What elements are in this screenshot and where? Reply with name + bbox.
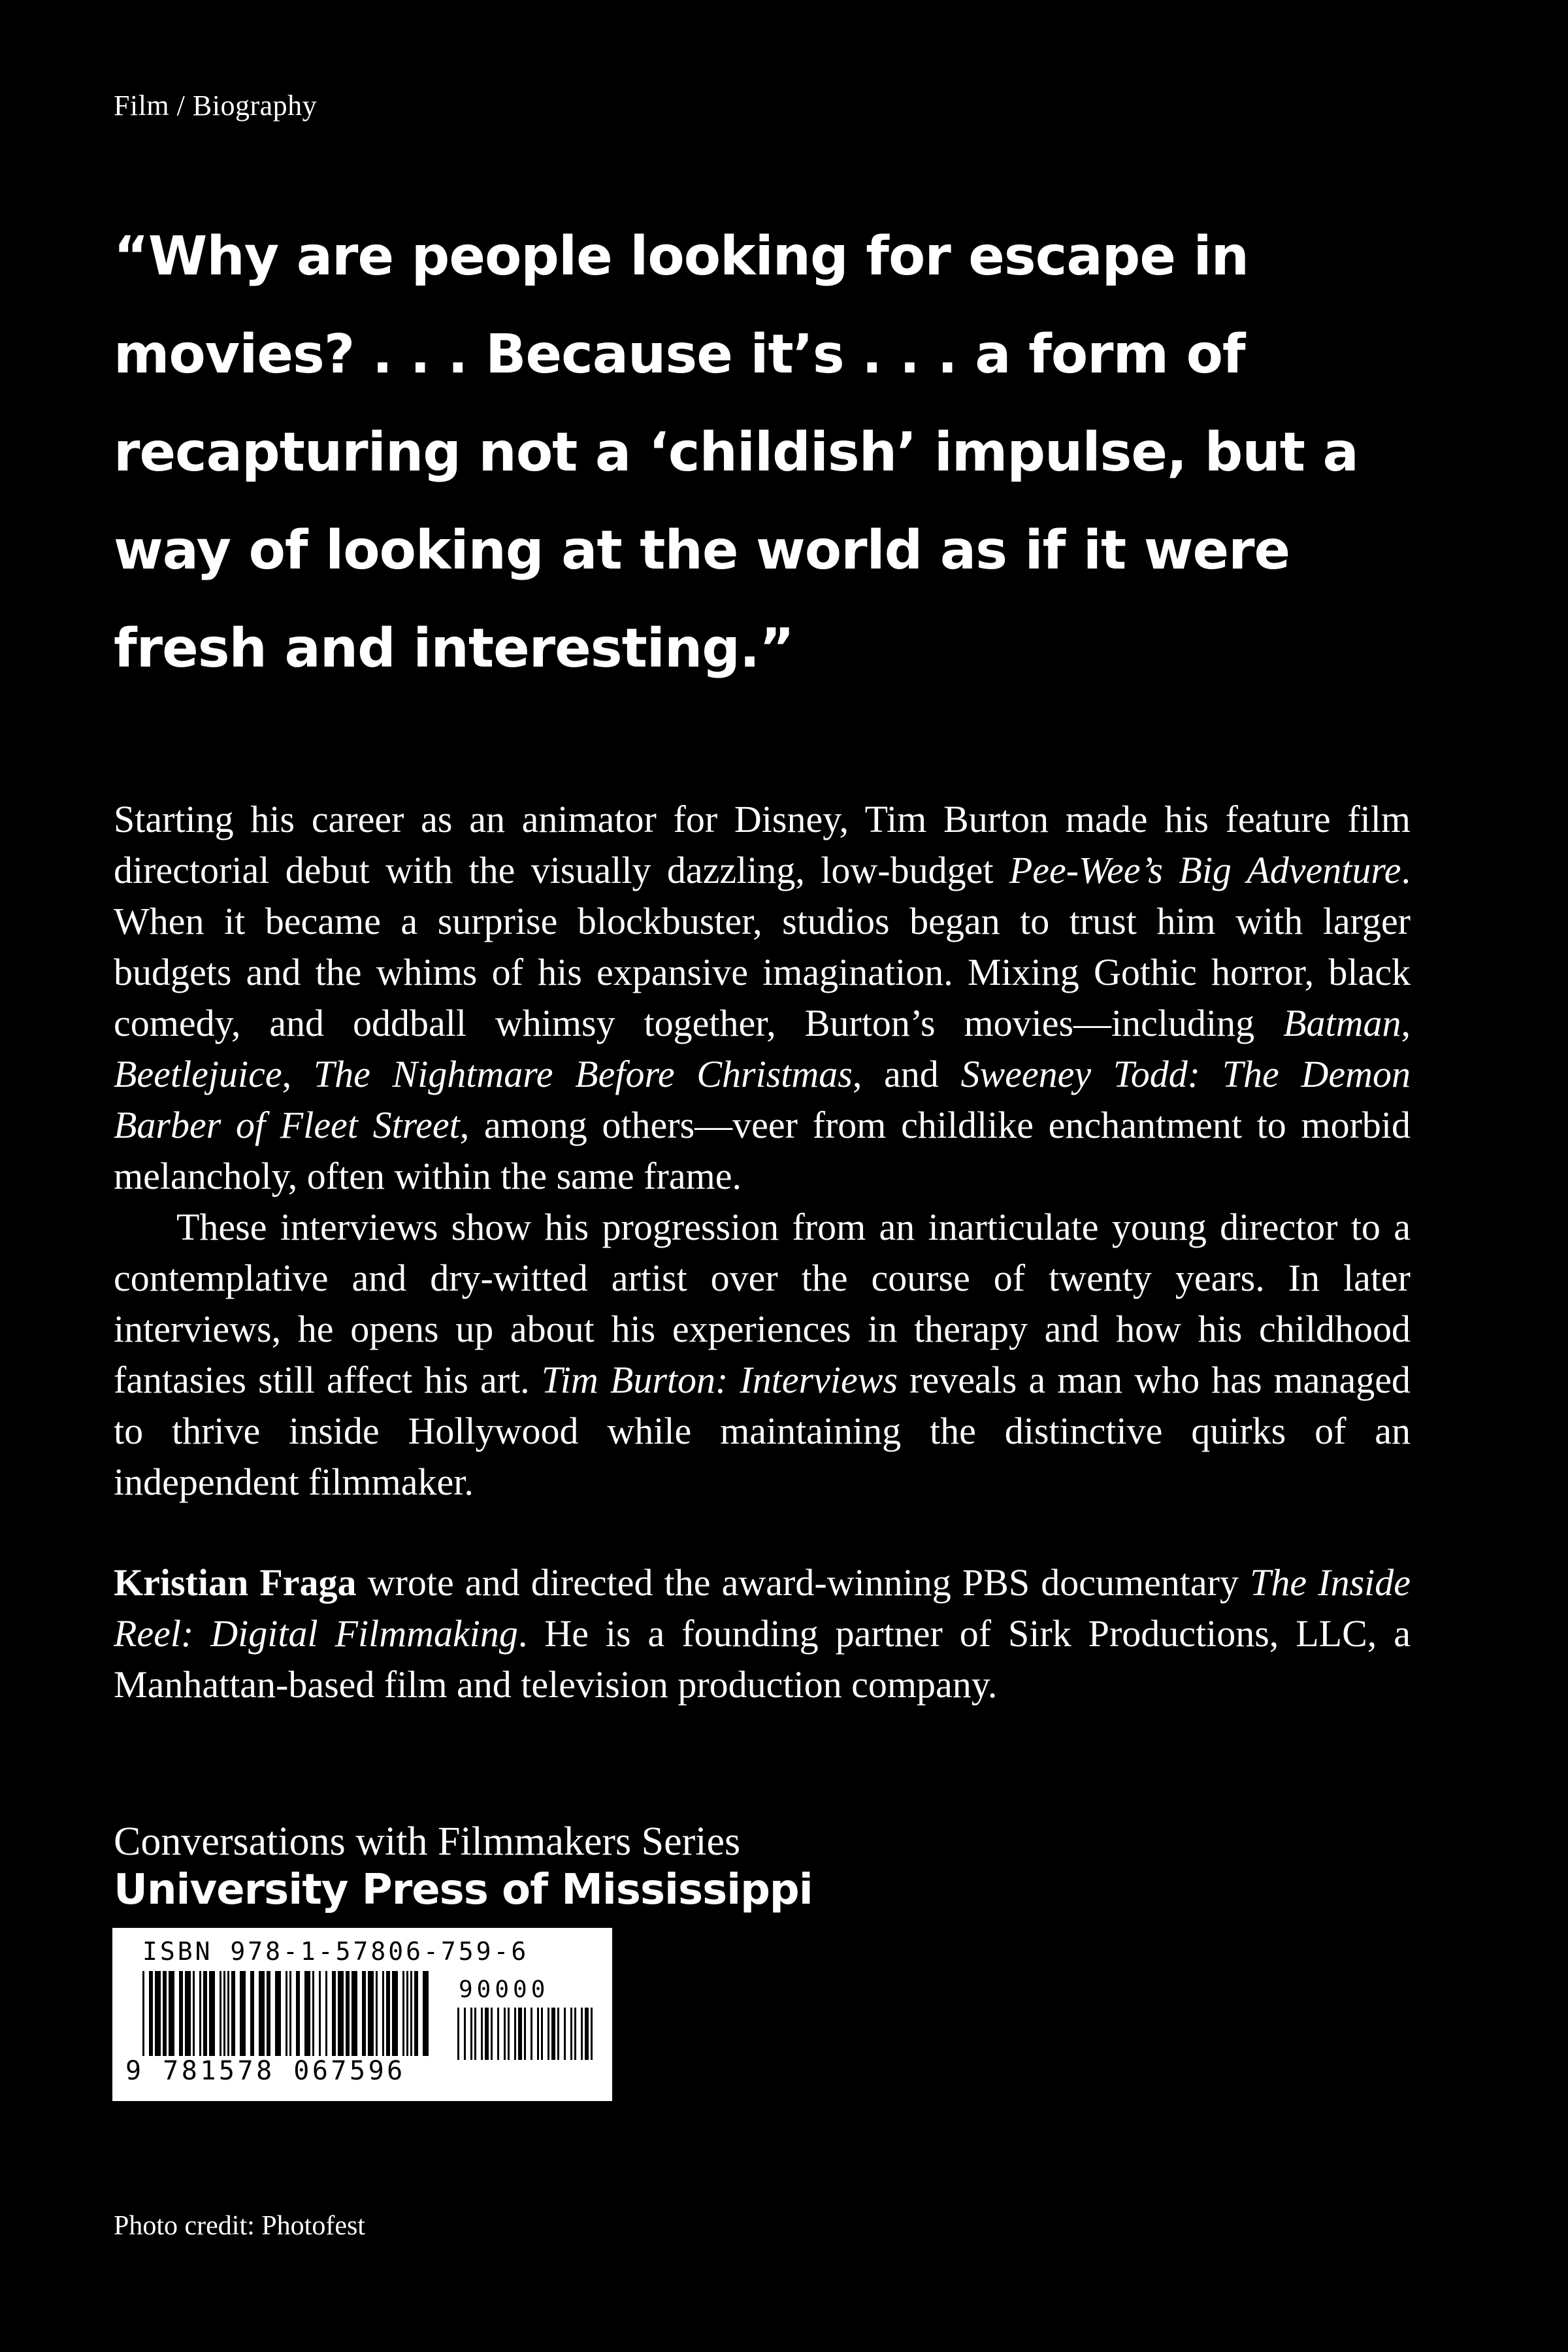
price-bar [497,2008,499,2060]
price-bar [504,2008,506,2060]
quote-line: way of looking at the world as if it were [114,520,1290,582]
barcode-bar [209,1971,215,2056]
price-bar [557,2008,559,2060]
price-bar [464,2008,466,2060]
price-bar [457,2008,459,2060]
price-code: 90000 [459,1976,549,2003]
barcode-bar [325,1971,327,2056]
barcode-bar [259,1971,265,2056]
book-description [114,794,1411,1508]
description-paragraph-1: Starting his career as an animator for Disney, Tim Burton made his feature film directorial debut with the visually dazzling, low-budget Pee-Wee’s Big Adventure. When it became a surprise blockbuster, studios began to trust him with larger budgets and the whims of his expansive imagination. Mixing Gothic horror, black comedy, and oddball whimsy together, Burton’s movies—including Batman, Beetlejuice, The Nightmare Before Christmas, and Sweeney Todd: The Demon Barber of Fleet Street, among others—veer from childlike enchantment to morbid melancholy, often within the same frame. [114,798,1411,1197]
price-bar [537,2008,539,2060]
barcode-bar [286,1971,287,2056]
barcode-bar [351,1971,357,2056]
barcode-bar [223,1971,225,2056]
barcode-bar [414,1971,418,2056]
editor-bio: Kristian Fraga wrote and directed the award-winning PBS documentary The Inside Reel: Digital Filmmaking. He is a founding partner of Sirk Productions, LLC, a Manhattan-based film and television production company. [114,1561,1411,1706]
description-paragraph-2: These interviews show his progression from an inarticulate young director to a contemplative and dry-witted artist over the course of twenty years. In later interviews, he opens up about his experiences in therapy and how his childhood fantasies still affect his art. Tim Burton: Interviews reveals a man who has managed to thrive inside Hollywood while maintaining the distinctive quirks of an independent filmmaker. [114,1206,1411,1503]
barcode-bar [163,1971,167,2056]
barcode-bar [267,1971,270,2056]
barcode-bar [423,1971,429,2056]
category-label: Film / Biography [114,90,318,122]
barcode-bar [275,1971,281,2056]
series-name: Conversations with Filmmakers Series [114,1819,741,1864]
quote-line: recapturing not a ‘childish’ impulse, but a [114,422,1358,484]
price-bar [470,2008,472,2060]
barcode-bar [169,1971,174,2056]
quote-line: movies? . . . Because it’s . . . a form of [114,323,1245,386]
barcode-bar [376,1971,378,2056]
barcode-bar [296,1971,300,2056]
price-bar [491,2008,493,2060]
price-bar [508,2008,510,2060]
price-bar [541,2008,543,2060]
photo-credit: Photo credit: Photofest [114,2211,365,2241]
barcode-bar [406,1971,408,2056]
price-bar [564,2008,566,2060]
price-bar [485,2008,489,2060]
barcode-bar [312,1971,314,2056]
barcode-bar [410,1971,412,2056]
pull-quote [114,208,1486,698]
barcode-bar [142,1971,144,2056]
price-bar [481,2008,483,2060]
price-bar [474,2008,476,2060]
price-bar [514,2008,516,2060]
ean-digits: 9 781578 067596 [125,2056,406,2086]
barcode-bar [149,1971,153,2056]
price-bar [524,2008,526,2060]
isbn-label: ISBN 978-1-57806-759-6 [142,1937,529,1966]
barcode-bar [155,1971,161,2056]
barcode-bar [240,1971,246,2056]
quote-line: fresh and interesting.” [114,618,794,680]
barcode-bar [304,1971,310,2056]
price-bar [591,2008,593,2060]
barcode-bar [179,1971,183,2056]
price-bar [518,2008,522,2060]
barcode-bar [231,1971,235,2056]
barcode-bar [185,1971,191,2056]
barcode-bar [332,1971,336,2056]
barcode-bar [392,1971,398,2056]
barcode-bar [250,1971,254,2056]
barcode-bar [289,1971,291,2056]
publisher-name: University Press of Mississippi [114,1866,813,1914]
price-bar [531,2008,532,2060]
price-bar [547,2008,549,2060]
editor-name: Kristian Fraga [114,1561,357,1604]
barcode-bar [193,1971,195,2056]
barcode-bar [338,1971,344,2056]
price-bar [570,2008,572,2060]
barcode-bar [220,1971,221,2056]
price-bar [574,2008,576,2060]
price-bar [551,2008,555,2060]
barcode-bar [382,1971,384,2056]
barcode-bar [199,1971,201,2056]
isbn-barcode [112,1928,612,2101]
barcode-bar [346,1971,350,2056]
barcode-bar [368,1971,374,2056]
price-bar [585,2008,589,2060]
barcode-bar [386,1971,390,2056]
price-bar [581,2008,583,2060]
barcode-bar [402,1971,404,2056]
barcode-bar [319,1971,321,2056]
barcode-bar [203,1971,207,2056]
barcode-bar [227,1971,229,2056]
quote-line: “Why are people looking for escape in [114,225,1249,288]
barcode-bar [362,1971,366,2056]
